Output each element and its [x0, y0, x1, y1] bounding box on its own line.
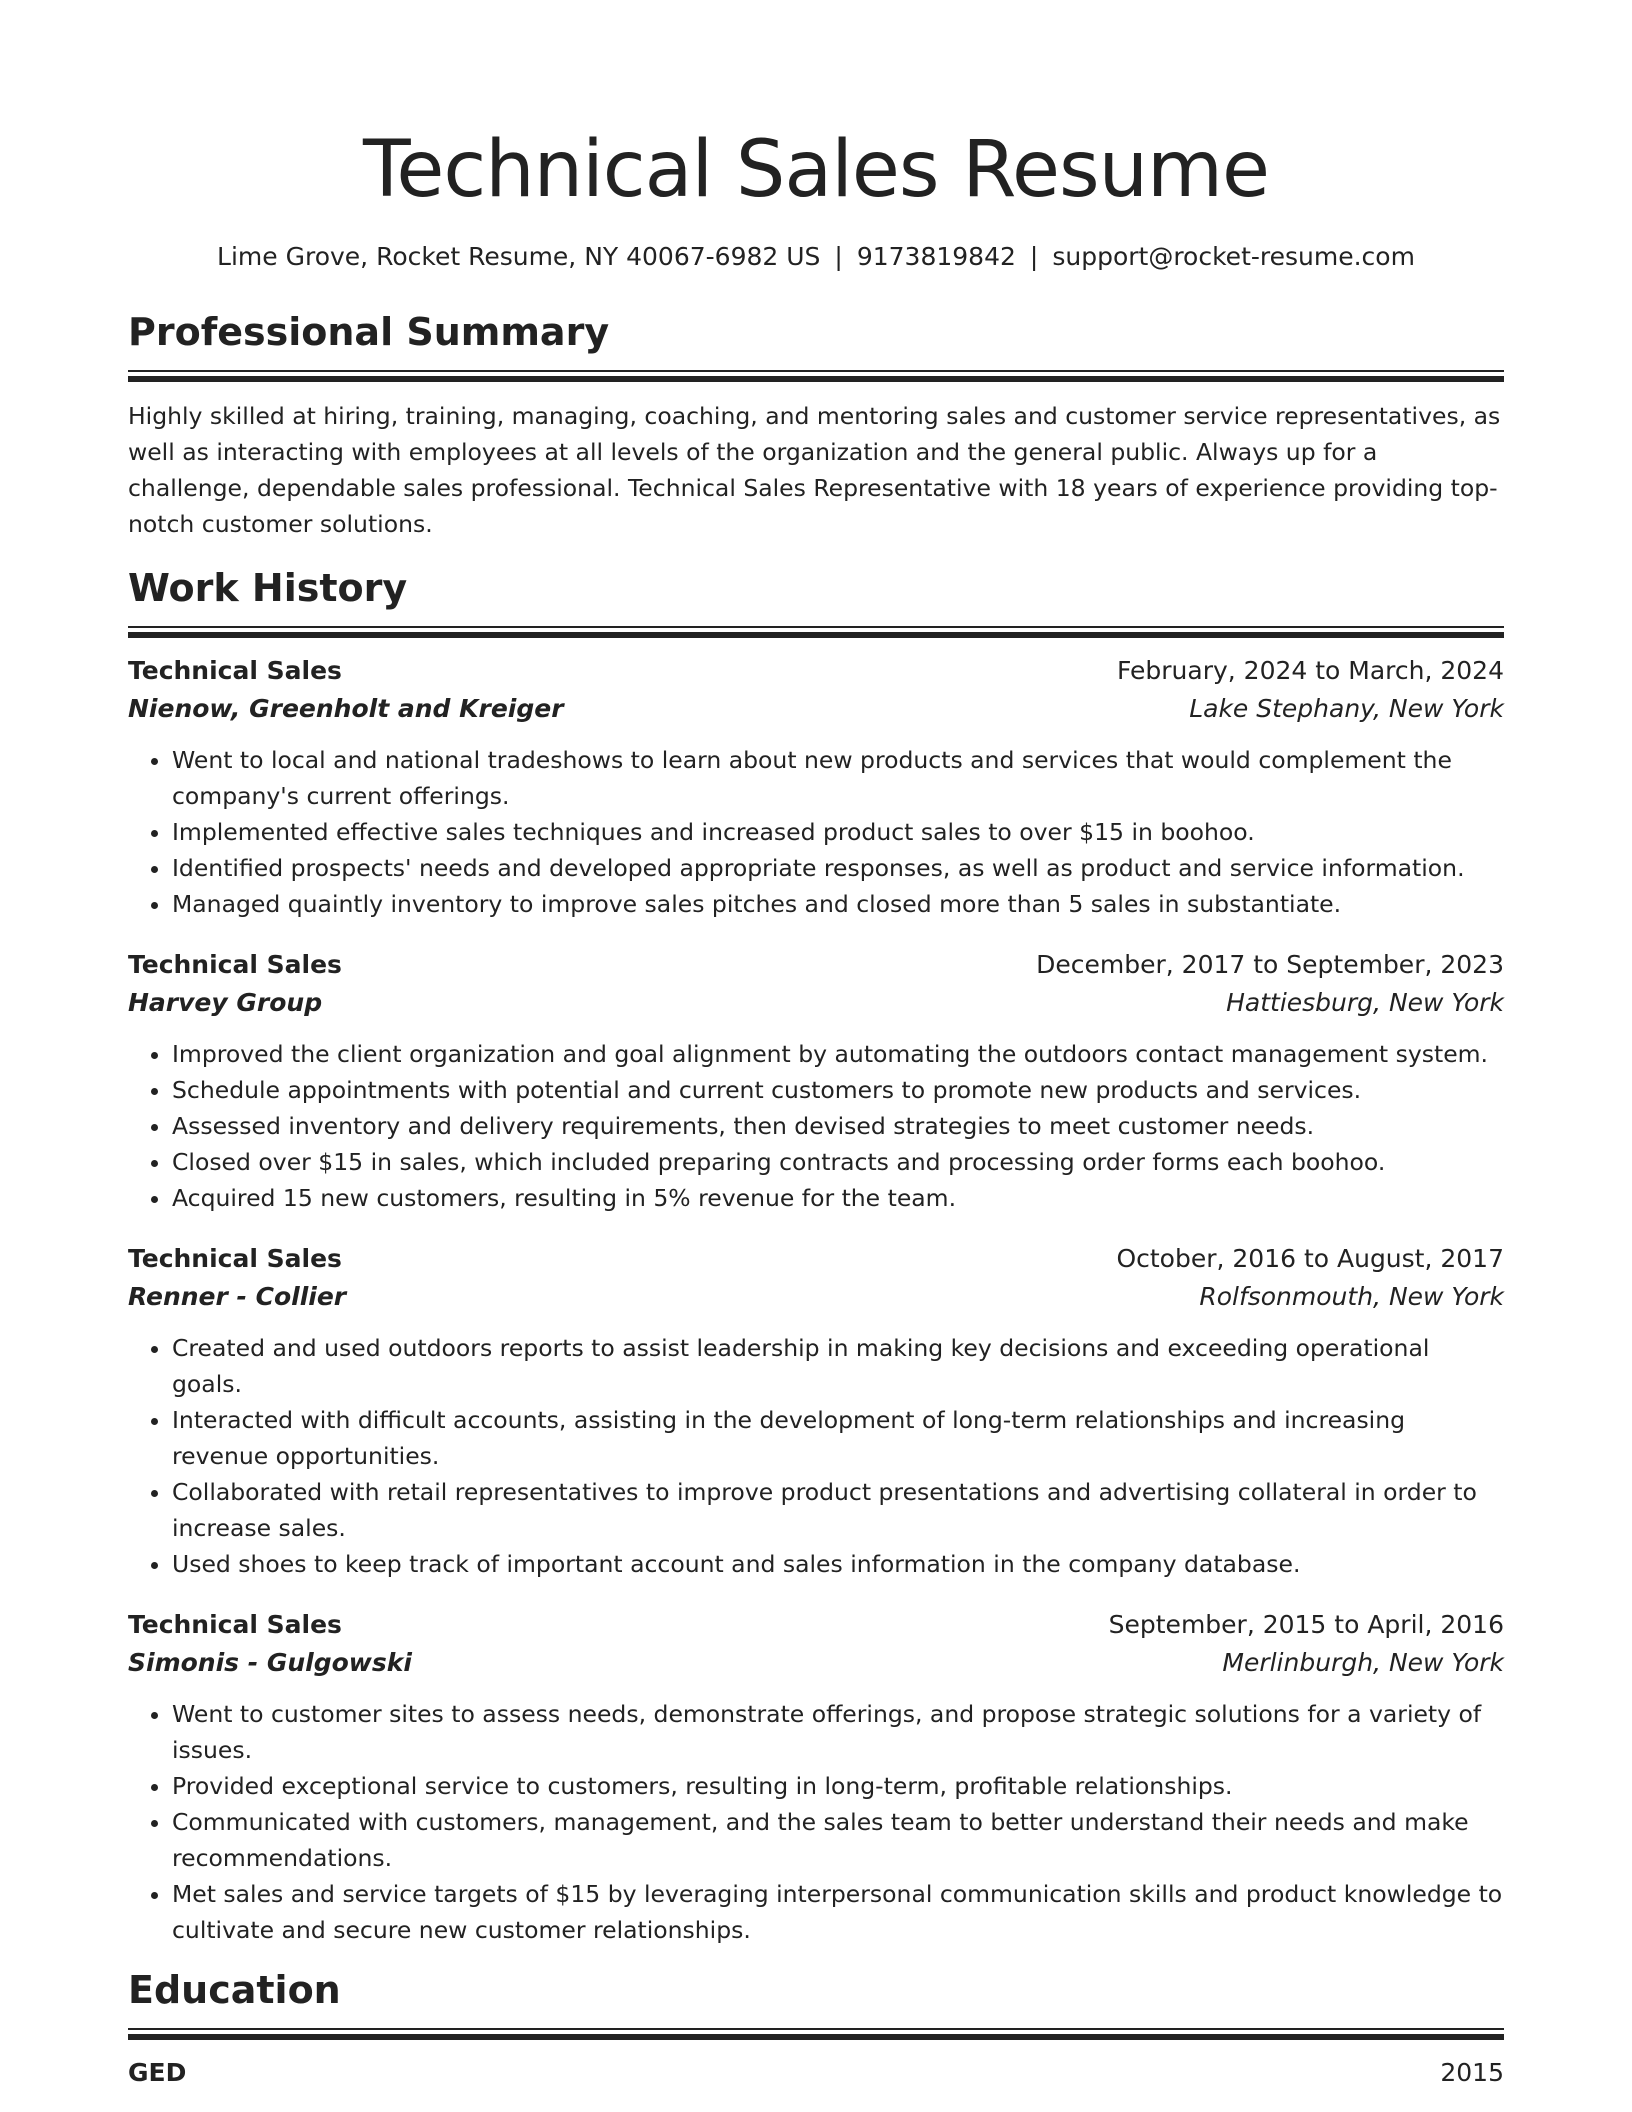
- job-location: Lake Stephany, New York: [1189, 694, 1504, 723]
- list-item: • Collaborated with retail representatives to improve product presentations and advertising collateral in order to increase sales.: [172, 1474, 1504, 1546]
- job-title: Technical Sales: [128, 950, 342, 979]
- job-dates: September, 2015 to April, 2016: [1108, 1610, 1504, 1639]
- list-item: • Managed quaintly inventory to improve sales pitches and closed more than 5 sales in substantiate.: [172, 886, 1504, 922]
- job-bullets: [128, 1696, 1504, 1948]
- job-title: Technical Sales: [128, 1244, 342, 1273]
- job-bullets: [128, 1330, 1504, 1582]
- job-company: Renner - Collier: [128, 1282, 347, 1311]
- resume-page: [128, 0, 1504, 2092]
- list-item: • Went to local and national tradeshows to learn about new products and services that would complement the company's current offerings.: [172, 742, 1504, 814]
- section-divider: [128, 370, 1504, 382]
- list-item: • Met sales and service targets of $15 by leveraging interpersonal communication skills and product knowledge to cultivate and secure new customer relationships.: [172, 1876, 1504, 1948]
- contact-email: support@rocket-resume.com: [1052, 242, 1415, 271]
- education-entry: [128, 2054, 1504, 2092]
- list-item: • Interacted with difficult accounts, assisting in the development of long-term relationships and increasing revenue opportunities.: [172, 1402, 1504, 1474]
- job-subheader: [128, 1644, 1504, 1682]
- list-item: • Closed over $15 in sales, which included preparing contracts and processing order forms each boohoo.: [172, 1144, 1504, 1180]
- job-location: Merlinburgh, New York: [1222, 1648, 1504, 1677]
- job-bullets: [128, 1036, 1504, 1216]
- work-history-section: [128, 564, 1504, 1948]
- job-entry: [128, 1240, 1504, 1582]
- job-location: Hattiesburg, New York: [1226, 988, 1504, 1017]
- contact-separator: |: [834, 242, 843, 271]
- job-header: [128, 652, 1504, 690]
- job-dates: February, 2024 to March, 2024: [1116, 656, 1504, 685]
- section-divider: [128, 626, 1504, 638]
- job-title: Technical Sales: [128, 1610, 342, 1639]
- job-entry: [128, 946, 1504, 1216]
- job-company: Simonis - Gulgowski: [128, 1648, 412, 1677]
- contact-phone: 9173819842: [856, 242, 1016, 271]
- education-section: [128, 1966, 1504, 2092]
- list-item: • Provided exceptional service to customers, resulting in long-term, profitable relationships.: [172, 1768, 1504, 1804]
- job-entry: [128, 1606, 1504, 1948]
- contact-separator: |: [1029, 242, 1039, 271]
- job-company: Nienow, Greenholt and Kreiger: [128, 694, 564, 723]
- list-item: • Schedule appointments with potential and current customers to promote new products and services.: [172, 1072, 1504, 1108]
- education-degree: GED: [128, 2058, 187, 2087]
- list-item: • Identified prospects' needs and developed appropriate responses, as well as product and service information.: [172, 850, 1504, 886]
- summary-section: [128, 308, 1504, 542]
- job-bullets: [128, 742, 1504, 922]
- work-history-heading: Work History: [128, 566, 408, 610]
- contact-address: Lime Grove, Rocket Resume, NY 40067-6982 US: [217, 242, 821, 271]
- job-entry: [128, 652, 1504, 922]
- list-item: • Used shoes to keep track of important account and sales information in the company database.: [172, 1546, 1504, 1582]
- list-item: • Acquired 15 new customers, resulting in 5% revenue for the team.: [172, 1180, 1504, 1216]
- education-heading: Education: [128, 1968, 341, 2012]
- job-subheader: [128, 984, 1504, 1022]
- contact-line: [128, 240, 1504, 274]
- job-subheader: [128, 690, 1504, 728]
- job-company: Harvey Group: [128, 988, 323, 1017]
- list-item: • Improved the client organization and goal alignment by automating the outdoors contact management system.: [172, 1036, 1504, 1072]
- summary-text: Highly skilled at hiring, training, managing, coaching, and mentoring sales and customer service representatives, as well as interacting with employees at all levels of the organization and the general public. Always up for a challenge, dependable sales professional. Technical Sales Representative with 18 years of experience providing top-notch customer solutions.: [128, 402, 1501, 538]
- job-header: [128, 946, 1504, 984]
- list-item: • Assessed inventory and delivery requirements, then devised strategies to meet customer needs.: [172, 1108, 1504, 1144]
- job-header: [128, 1240, 1504, 1278]
- job-dates: December, 2017 to September, 2023: [1036, 950, 1504, 979]
- list-item: • Implemented effective sales techniques and increased product sales to over $15 in boohoo.: [172, 814, 1504, 850]
- job-location: Rolfsonmouth, New York: [1199, 1282, 1504, 1311]
- summary-heading: Professional Summary: [128, 310, 610, 354]
- job-dates: October, 2016 to August, 2017: [1116, 1244, 1504, 1273]
- list-item: • Created and used outdoors reports to assist leadership in making key decisions and exceeding operational goals.: [172, 1330, 1504, 1402]
- job-header: [128, 1606, 1504, 1644]
- resume-title: Technical Sales Resume: [362, 125, 1270, 215]
- education-year: 2015: [1440, 2058, 1504, 2087]
- list-item: • Communicated with customers, management, and the sales team to better understand their needs and make recommendations.: [172, 1804, 1504, 1876]
- job-subheader: [128, 1278, 1504, 1316]
- section-divider: [128, 2028, 1504, 2040]
- job-title: Technical Sales: [128, 656, 342, 685]
- list-item: • Went to customer sites to assess needs, demonstrate offerings, and propose strategic solutions for a variety of issues.: [172, 1696, 1504, 1768]
